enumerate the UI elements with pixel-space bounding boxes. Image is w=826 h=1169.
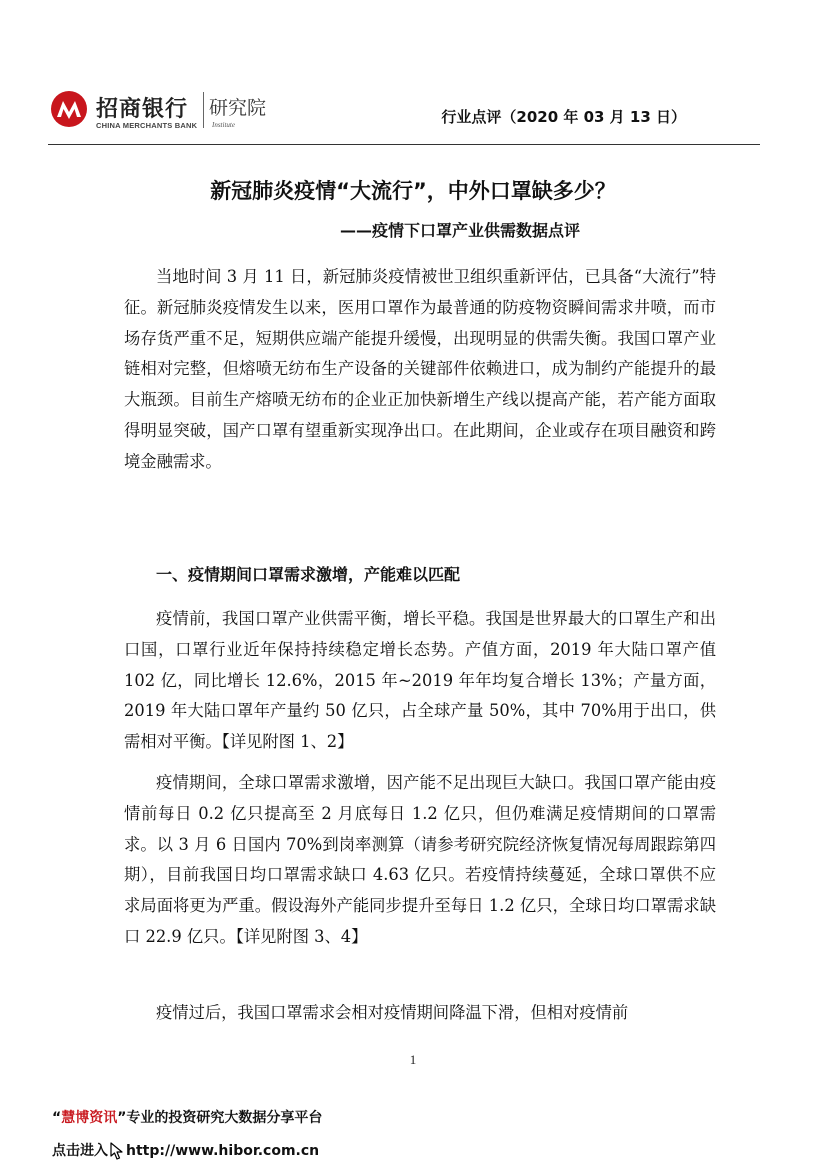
page-number: 1: [409, 1052, 417, 1067]
institute-name-en: Institute: [212, 121, 235, 129]
body-paragraph-4: 疫情过后，我国口罩需求会相对疫情期间降温下滑，但相对疫情前: [156, 1003, 629, 1022]
brand-name-cn: 招商银行: [96, 97, 189, 122]
footer-enter-label: 点击进入: [52, 1143, 108, 1159]
page-subtitle: ——疫情下口罩产业供需数据点评: [339, 221, 580, 240]
section-heading-1: 一、疫情期间口罩需求激增，产能难以匹配: [156, 565, 461, 584]
footer-quote-open: “: [52, 1110, 62, 1126]
footer-brand-link[interactable]: 慧博资讯: [61, 1110, 118, 1126]
brand-name-en: CHINA MERCHANTS BANK: [96, 121, 198, 130]
footer-tagline: ”专业的投资研究大数据分享平台: [117, 1110, 323, 1126]
header-rule: [48, 144, 760, 145]
footer-promo: [52, 1107, 322, 1127]
report-type-date: 行业点评（2020 年 03 月 13 日）: [441, 108, 686, 126]
footer-link-row: [52, 1140, 319, 1160]
cmb-logo-icon: [50, 90, 88, 128]
footer-url-link[interactable]: http://www.hibor.com.cn: [126, 1143, 320, 1159]
page-title: 新冠肺炎疫情“大流行”，中外口罩缺多少？: [210, 179, 616, 203]
body-paragraph-3: 疫情期间，全球口罩需求激增，因产能不足出现巨大缺口。我国口罩产能由疫情前每日 0.2 亿只提高至 2 月底每日 1.2 亿只，但仍难满足疫情期间的口罩需求。以 3 月 6 日国内 70%到岗率测算（请参考研究院经济恢复情况每周跟踪第四期），目前我国日均口罩需求缺口 4.63 亿只。若疫情持续蔓延，全球口罩供不应求局面将更为严重。假设海外产能同步提升至每日 1.2 亿只，全球日均口罩需求缺口 22.9 亿只。【详见附图 3、4】: [124, 773, 716, 946]
cursor-pointer-icon: [110, 1142, 124, 1160]
body-paragraph-1: 当地时间 3 月 11 日，新冠肺炎疫情被世卫组织重新评估，已具备“大流行”特征。新冠肺炎疫情发生以来，医用口罩作为最普通的防疫物资瞬间需求井喷，而市场存货严重不足，短期供应端产能提升缓慢，出现明显的供需失衡。我国口罩产业链相对完整，但熔喷无纺布生产设备的关键部件依赖进口，成为制约产能提升的最大瓶颈。目前生产熔喷无纺布的企业正加快新增生产线以提高产能，若产能方面取得明显突破，国产口罩有望重新实现净出口。在此期间，企业或存在项目融资和跨境金融需求。: [124, 267, 716, 471]
institute-name-cn: 研究院: [209, 97, 267, 119]
body-paragraph-2: 疫情前，我国口罩产业供需平衡，增长平稳。我国是世界最大的口罩生产和出口国，口罩行业近年保持持续稳定增长态势。产值方面，2019 年大陆口罩产值 102 亿，同比增长 12.6%，2015 年~2019 年年均复合增长 13%；产量方面，2019 年大陆口罩年产量约 50 亿只，占全球产量 50%，其中 70%用于出口，供需相对平衡。【详见附图 1、2】: [124, 609, 716, 752]
brand-divider: [203, 92, 204, 128]
